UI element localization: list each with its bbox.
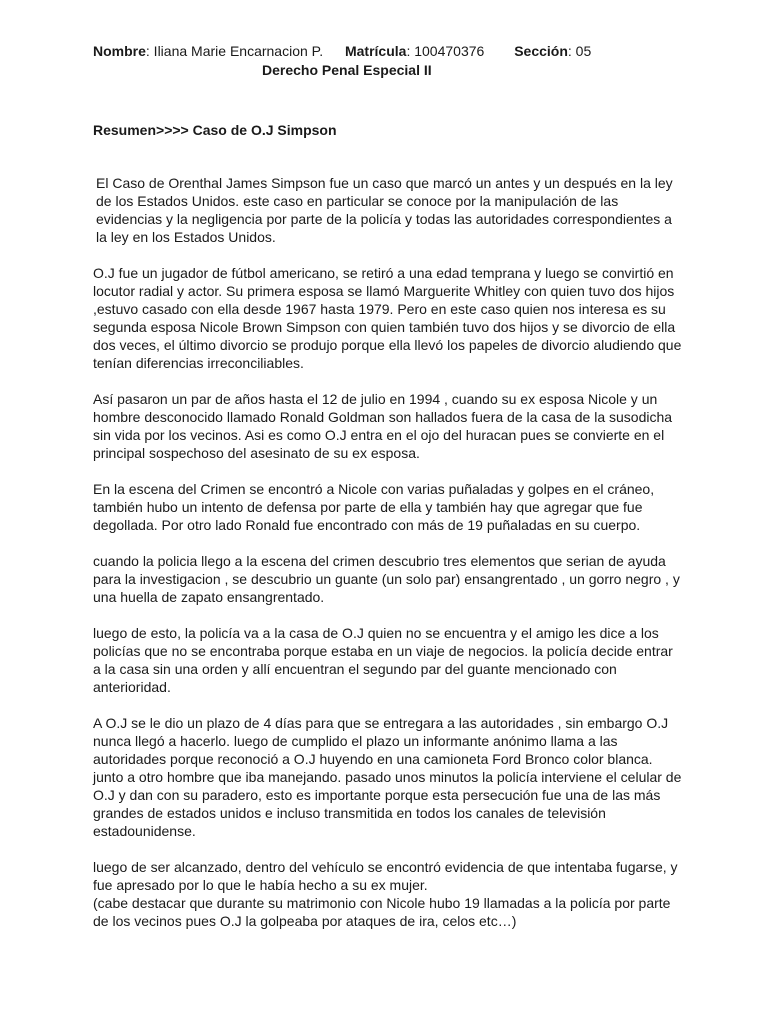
- paragraph-2: O.J fue un jugador de fútbol americano, se retiró a una edad temprana y luego se convirtió en locutor radial y actor. Su primera esposa se llamó Marguerite Whitley con quien tuvo dos hijos ,estuvo casado con ella desde 1967 hasta 1979. Pero en este caso quien nos interesa es su segunda esposa Nicole Brown Simpson con quien también tuvo dos hijos y se divorcio de ella dos veces, el último divorcio se produjo porque ella llevó los papeles de divorcio aludiendo que tenían diferencias irreconciliables.: [93, 265, 682, 371]
- name-label: Nombre: [93, 43, 146, 59]
- summary-heading: Resumen>>>> Caso de O.J Simpson: [93, 122, 337, 138]
- paragraph-4: En la escena del Crimen se encontró a Nicole con varias puñaladas y golpes en el cráneo, también hubo un intento de defensa por parte de ella y también hay que agregar que fue degollada. Por otro lado Ronald fue encontrado con más de 19 puñaladas en su cuerpo.: [93, 481, 655, 533]
- matricula-value: : 100470376: [406, 43, 485, 59]
- matricula-label: Matrícula: [344, 43, 407, 59]
- document-body: [93, 174, 683, 948]
- seccion-value: : 05: [567, 43, 592, 59]
- paragraph-8: luego de ser alcanzado, dentro del vehículo se encontró evidencia de que intentaba fugarse, y fue apresado por lo que le había hecho a su ex mujer. (cabe destacar que durante su matrimonio con Nicole hubo 19 llamadas a la policía por parte de los vecinos pues O.J la golpeaba por ataques de ira, celos etc…): [93, 859, 678, 929]
- paragraph-5: cuando la policia llego a la escena del crimen descubrio tres elementos que serian de ayuda para la investigacion , se descubrio un guante (un solo par) ensangrentado , un gorro negro , y una huella de zapato ensangrentado.: [93, 553, 680, 605]
- paragraph-6: luego de esto, la policía va a la casa de O.J quien no se encuentra y el amigo les dice a los policías que no se encontraba porque estaba en un viaje de negocios. la policía decide entrar a la casa sin una orden y allí encuentran el segundo par del guante mencionado con anterioridad.: [93, 625, 673, 695]
- paragraph-3: Así pasaron un par de años hasta el 12 de julio en 1994 , cuando su ex esposa Nicole y un hombre desconocido llamado Ronald Goldman son hallados fuera de la casa de la susodicha sin vida por los vecinos. Asi es como O.J entra en el ojo del huracan pues se convierte en el principal sospechoso del asesinato de su ex esposa.: [93, 391, 673, 461]
- student-info-line: [93, 42, 591, 60]
- course-title: Derecho Penal Especial II: [262, 62, 432, 78]
- paragraph-1: El Caso de Orenthal James Simpson fue un caso que marcó un antes y un después en la ley de los Estados Unidos. este caso en particular se conoce por la manipulación de las evidencias y la negligencia por parte de la policía y todas las autoridades correspondientes a la ley en los Estados Unidos.: [96, 175, 673, 245]
- paragraph-7: A O.J se le dio un plazo de 4 días para que se entregara a las autoridades , sin embargo O.J nunca llegó a hacerlo. luego de cumplido el plazo un informante anónimo llama a las autoridades porque reconoció a O.J huyendo en una camioneta Ford Bronco color blanca. junto a otro hombre que iba manejando. pasado unos minutos la policía interviene el celular de O.J y dan con su paradero, esto es importante porque esta persecución fue una de las más grandes de estados unidos e incluso transmitida en todos los canales de televisión estadounidense.: [93, 715, 682, 839]
- name-value: : Iliana Marie Encarnacion P.: [145, 43, 324, 59]
- seccion-label: Sección: [514, 43, 568, 59]
